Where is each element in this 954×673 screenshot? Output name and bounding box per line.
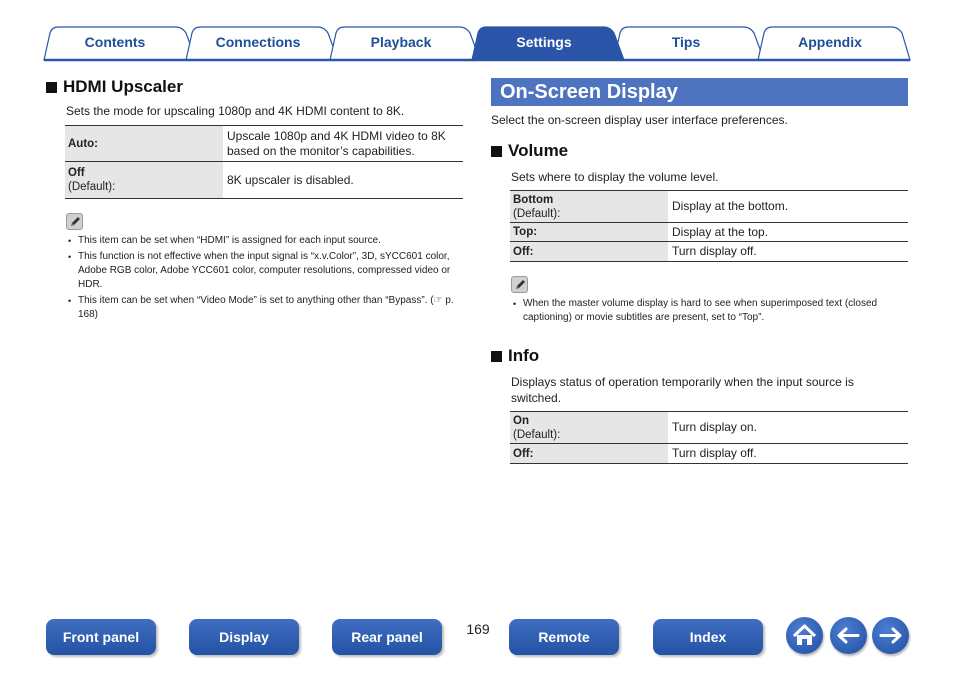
display-button[interactable]: Display — [189, 619, 299, 655]
tab-contents[interactable]: Contents — [84, 34, 146, 50]
home-icon[interactable] — [786, 617, 823, 654]
option-key-sub: (Default): — [513, 428, 561, 441]
on-screen-display-intro: Select the on-screen display user interface preferences. — [491, 113, 788, 127]
option-key: Top: — [513, 226, 538, 238]
pencil-note-icon — [66, 213, 83, 230]
page-number: 169 — [466, 621, 490, 637]
tab-connections[interactable]: Connections — [215, 34, 301, 50]
table-row — [510, 412, 908, 444]
option-value: 8K upscaler is disabled. — [227, 172, 354, 187]
list-item: • This item can be set when “HDMI” is assigned for each input source. — [68, 234, 464, 248]
volume-table — [510, 190, 908, 262]
index-button[interactable]: Index — [653, 619, 763, 655]
table-row — [510, 191, 908, 223]
square-bullet-icon — [491, 146, 502, 157]
volume-description: Sets where to display the volume level. — [511, 170, 719, 184]
tab-appendix[interactable]: Appendix — [798, 34, 862, 50]
volume-notes — [513, 297, 905, 327]
remote-button[interactable]: Remote — [509, 619, 619, 655]
option-value: Turn display off. — [672, 244, 757, 258]
volume-heading: Volume — [491, 141, 568, 161]
tab-settings[interactable]: Settings — [516, 34, 572, 50]
tab-shapes — [0, 0, 954, 64]
table-row — [510, 223, 908, 242]
option-value: Upscale 1080p and 4K HDMI video to 8K based on the monitor’s capabilities. — [227, 128, 446, 158]
table-row — [65, 162, 463, 198]
hdmi-upscaler-heading: HDMI Upscaler — [46, 77, 183, 97]
list-item: • This function is not effective when the input signal is “x.v.Color”, 3D, sYCC601 color, Adobe RGB color, Adobe YCC601 color, computer resolutions, compressed video or HDR. — [68, 250, 464, 292]
hdmi-upscaler-description: Sets the mode for upscaling 1080p and 4K HDMI content to 8K. — [66, 104, 405, 118]
arrow-left-icon[interactable] — [830, 617, 867, 654]
info-heading: Info — [491, 346, 539, 366]
table-row — [510, 242, 908, 261]
tab-bar — [0, 0, 954, 64]
option-key: On — [513, 414, 529, 427]
on-screen-display-banner: On-Screen Display — [491, 78, 908, 106]
option-value: Display at the top. — [672, 224, 769, 239]
option-key: Off: — [513, 447, 534, 460]
tab-playback[interactable]: Playback — [370, 34, 432, 50]
rear-panel-button[interactable]: Rear panel — [332, 619, 442, 655]
option-value: Display at the bottom. — [672, 199, 789, 213]
arrow-right-icon[interactable] — [872, 617, 909, 654]
hdmi-upscaler-notes — [68, 234, 464, 324]
option-key: Auto: — [68, 137, 99, 150]
list-item: • This item can be set when “Video Mode” is set to anything other than “Bypass”. (☞ p. 168) — [68, 294, 464, 322]
option-key: Bottom — [513, 193, 554, 206]
info-table — [510, 411, 908, 464]
table-row — [65, 126, 463, 162]
square-bullet-icon — [46, 82, 57, 93]
tab-tips[interactable]: Tips — [671, 34, 701, 50]
pointing-hand-icon: ☞ — [433, 295, 443, 306]
hdmi-upscaler-table — [65, 125, 463, 199]
table-row — [510, 444, 908, 463]
square-bullet-icon — [491, 351, 502, 362]
page-reference-link[interactable]: p. 168) — [78, 295, 454, 320]
option-key: Off: — [513, 245, 534, 258]
option-key-sub: (Default): — [513, 207, 561, 220]
option-value: Turn display on. — [672, 420, 757, 434]
front-panel-button[interactable]: Front panel — [46, 619, 156, 655]
option-key-sub: (Default): — [68, 181, 116, 193]
info-description: Displays status of operation temporarily when the input source is switched. — [511, 375, 854, 405]
pencil-note-icon — [511, 276, 528, 293]
option-value: Turn display off. — [672, 446, 757, 460]
option-key: Off — [68, 167, 85, 179]
list-item: • When the master volume display is hard to see when superimposed text (closed captioning) or movie subtitles are present, set to “Top”. — [513, 297, 905, 325]
